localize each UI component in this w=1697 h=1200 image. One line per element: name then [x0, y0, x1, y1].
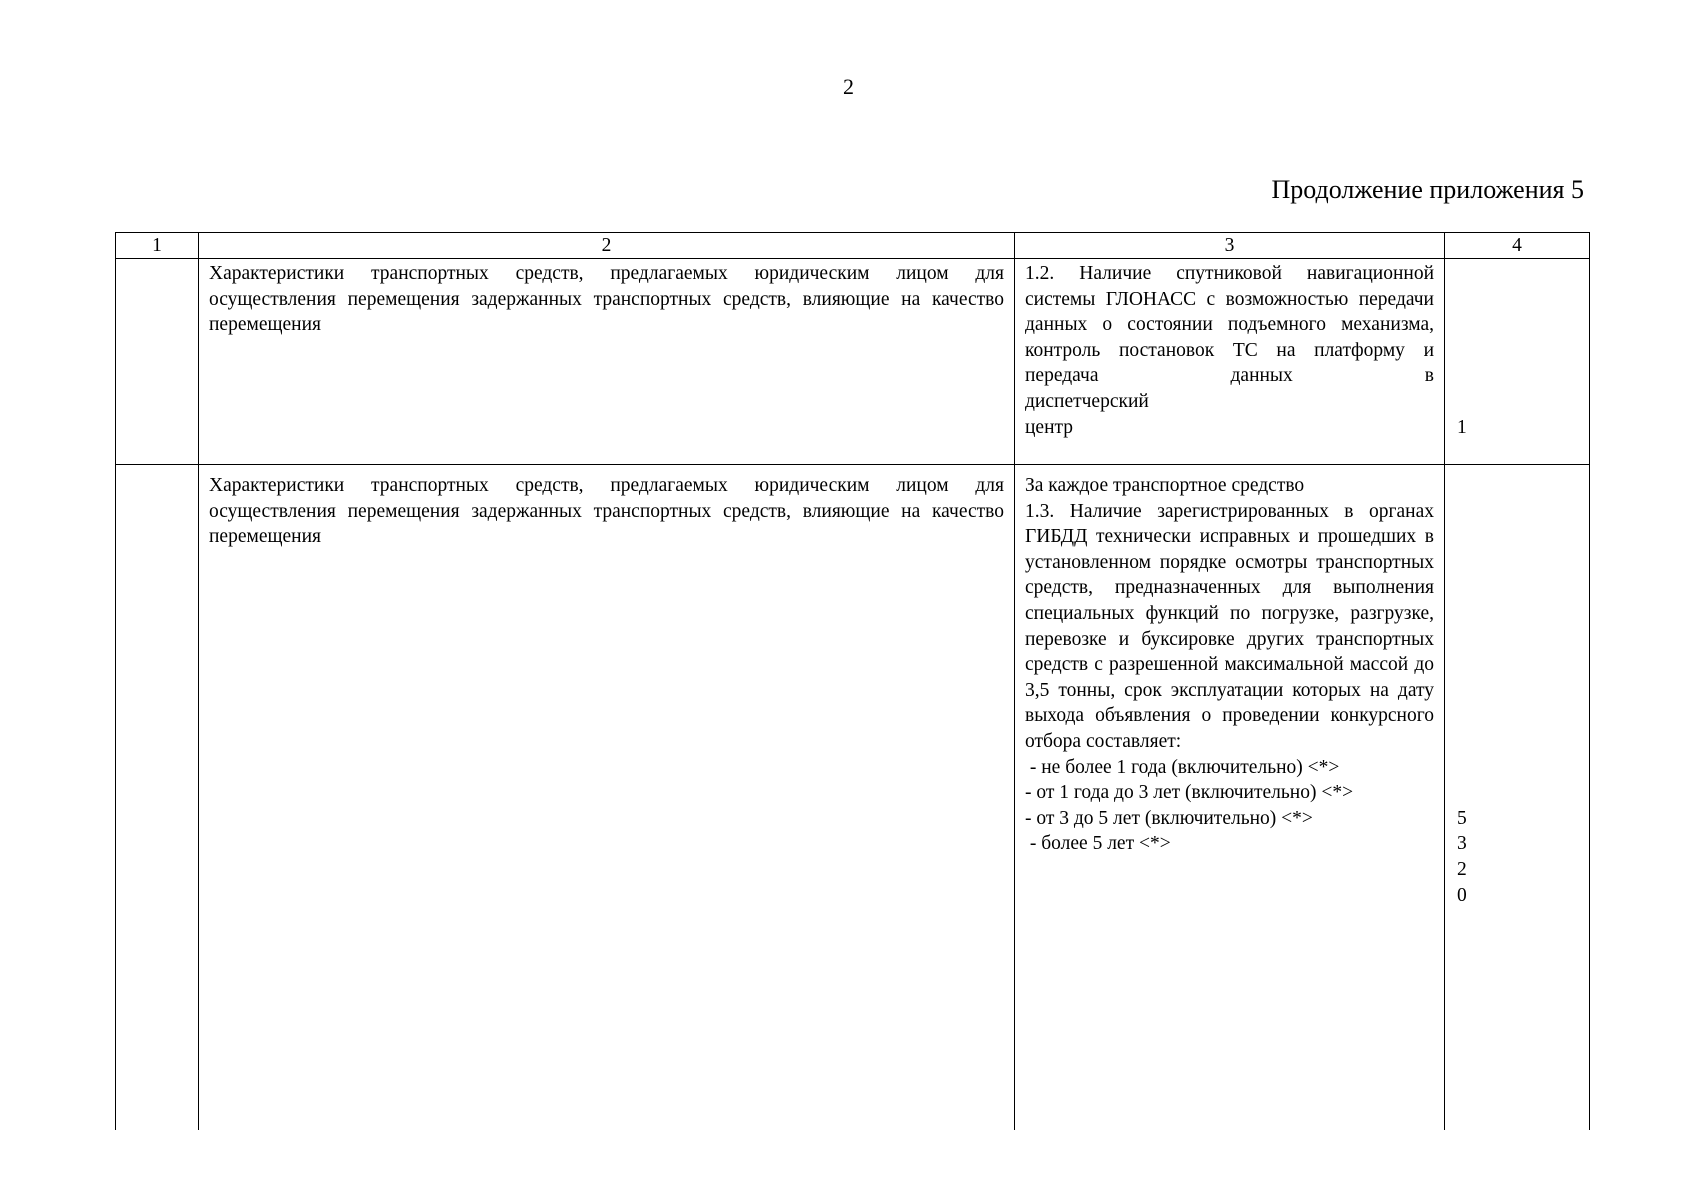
- table-row: [116, 465, 1590, 1131]
- criterion-cell: [1015, 259, 1445, 465]
- criterion-cell: [1015, 465, 1445, 1131]
- option-label: - не более 1 года (включительно) <*>: [1025, 756, 1340, 778]
- option-label: - от 1 года до 3 лет (включительно) <*>: [1025, 782, 1354, 804]
- score-cell: [1445, 465, 1590, 1131]
- characteristic-text: Характеристики транспортных средств, предлагаемых юридическим лицом для осуществления перемещения задержанных транспортных средств, влияющие на качество перемещения: [209, 263, 1004, 336]
- score-value: 1: [1457, 416, 1467, 438]
- criterion-text: 1.3. Наличие зарегистрированных в органах ГИБДД технически исправных и прошедших в установленном порядке осмотры транспортных средств, предназначенных для выполнения специальных функций по погрузке, разгрузке, перевозке и буксировке других транспортных средств с разрешенной максимальной массой до 3,5 тонны, срок эксплуатации которых на дату выхода объявления о проведении конкурсного: [1025, 500, 1434, 727]
- characteristic-cell: [199, 465, 1015, 1131]
- option-label: - от 3 до 5 лет (включительно) <*>: [1025, 807, 1313, 829]
- criterion-text-line: отбора составляет:: [1025, 730, 1182, 752]
- score-value: 3: [1457, 833, 1467, 855]
- criterion-intro: За каждое транспортное средство: [1025, 475, 1305, 496]
- header-col-4: 4: [1445, 233, 1590, 259]
- characteristic-cell: [199, 259, 1015, 465]
- score-value: 2: [1457, 858, 1467, 880]
- characteristic-text: Характеристики транспортных средств, предлагаемых юридическим лицом для осуществления перемещения задержанных транспортных средств, влияющие на качество перемещения: [209, 475, 1004, 548]
- score-cell: [1445, 259, 1590, 465]
- header-col-1: 1: [116, 233, 199, 259]
- row-number-cell: [116, 259, 199, 465]
- page-number: 2: [843, 74, 854, 99]
- criterion-text: 1.2. Наличие спутниковой навигационной системы ГЛОНАСС с возможностью передачи данных о состоянии подъемного механизма, контроль постановок ТС на платформу и передача данных в: [1025, 263, 1434, 387]
- header-col-3: 3: [1015, 233, 1445, 259]
- criterion-text-line: центр: [1025, 416, 1074, 438]
- table-header-row: [116, 233, 1590, 259]
- table-row: [116, 259, 1590, 465]
- criterion-text-line: диспетчерский: [1025, 390, 1149, 412]
- option-label: - более 5 лет <*>: [1025, 833, 1171, 855]
- row-number-cell: [116, 465, 199, 1131]
- score-value: 5: [1457, 807, 1467, 829]
- score-value: 0: [1457, 884, 1467, 906]
- header-col-2: 2: [199, 233, 1015, 259]
- appendix-title: Продолжение приложения 5: [1271, 175, 1584, 204]
- criteria-table: [115, 232, 1590, 1130]
